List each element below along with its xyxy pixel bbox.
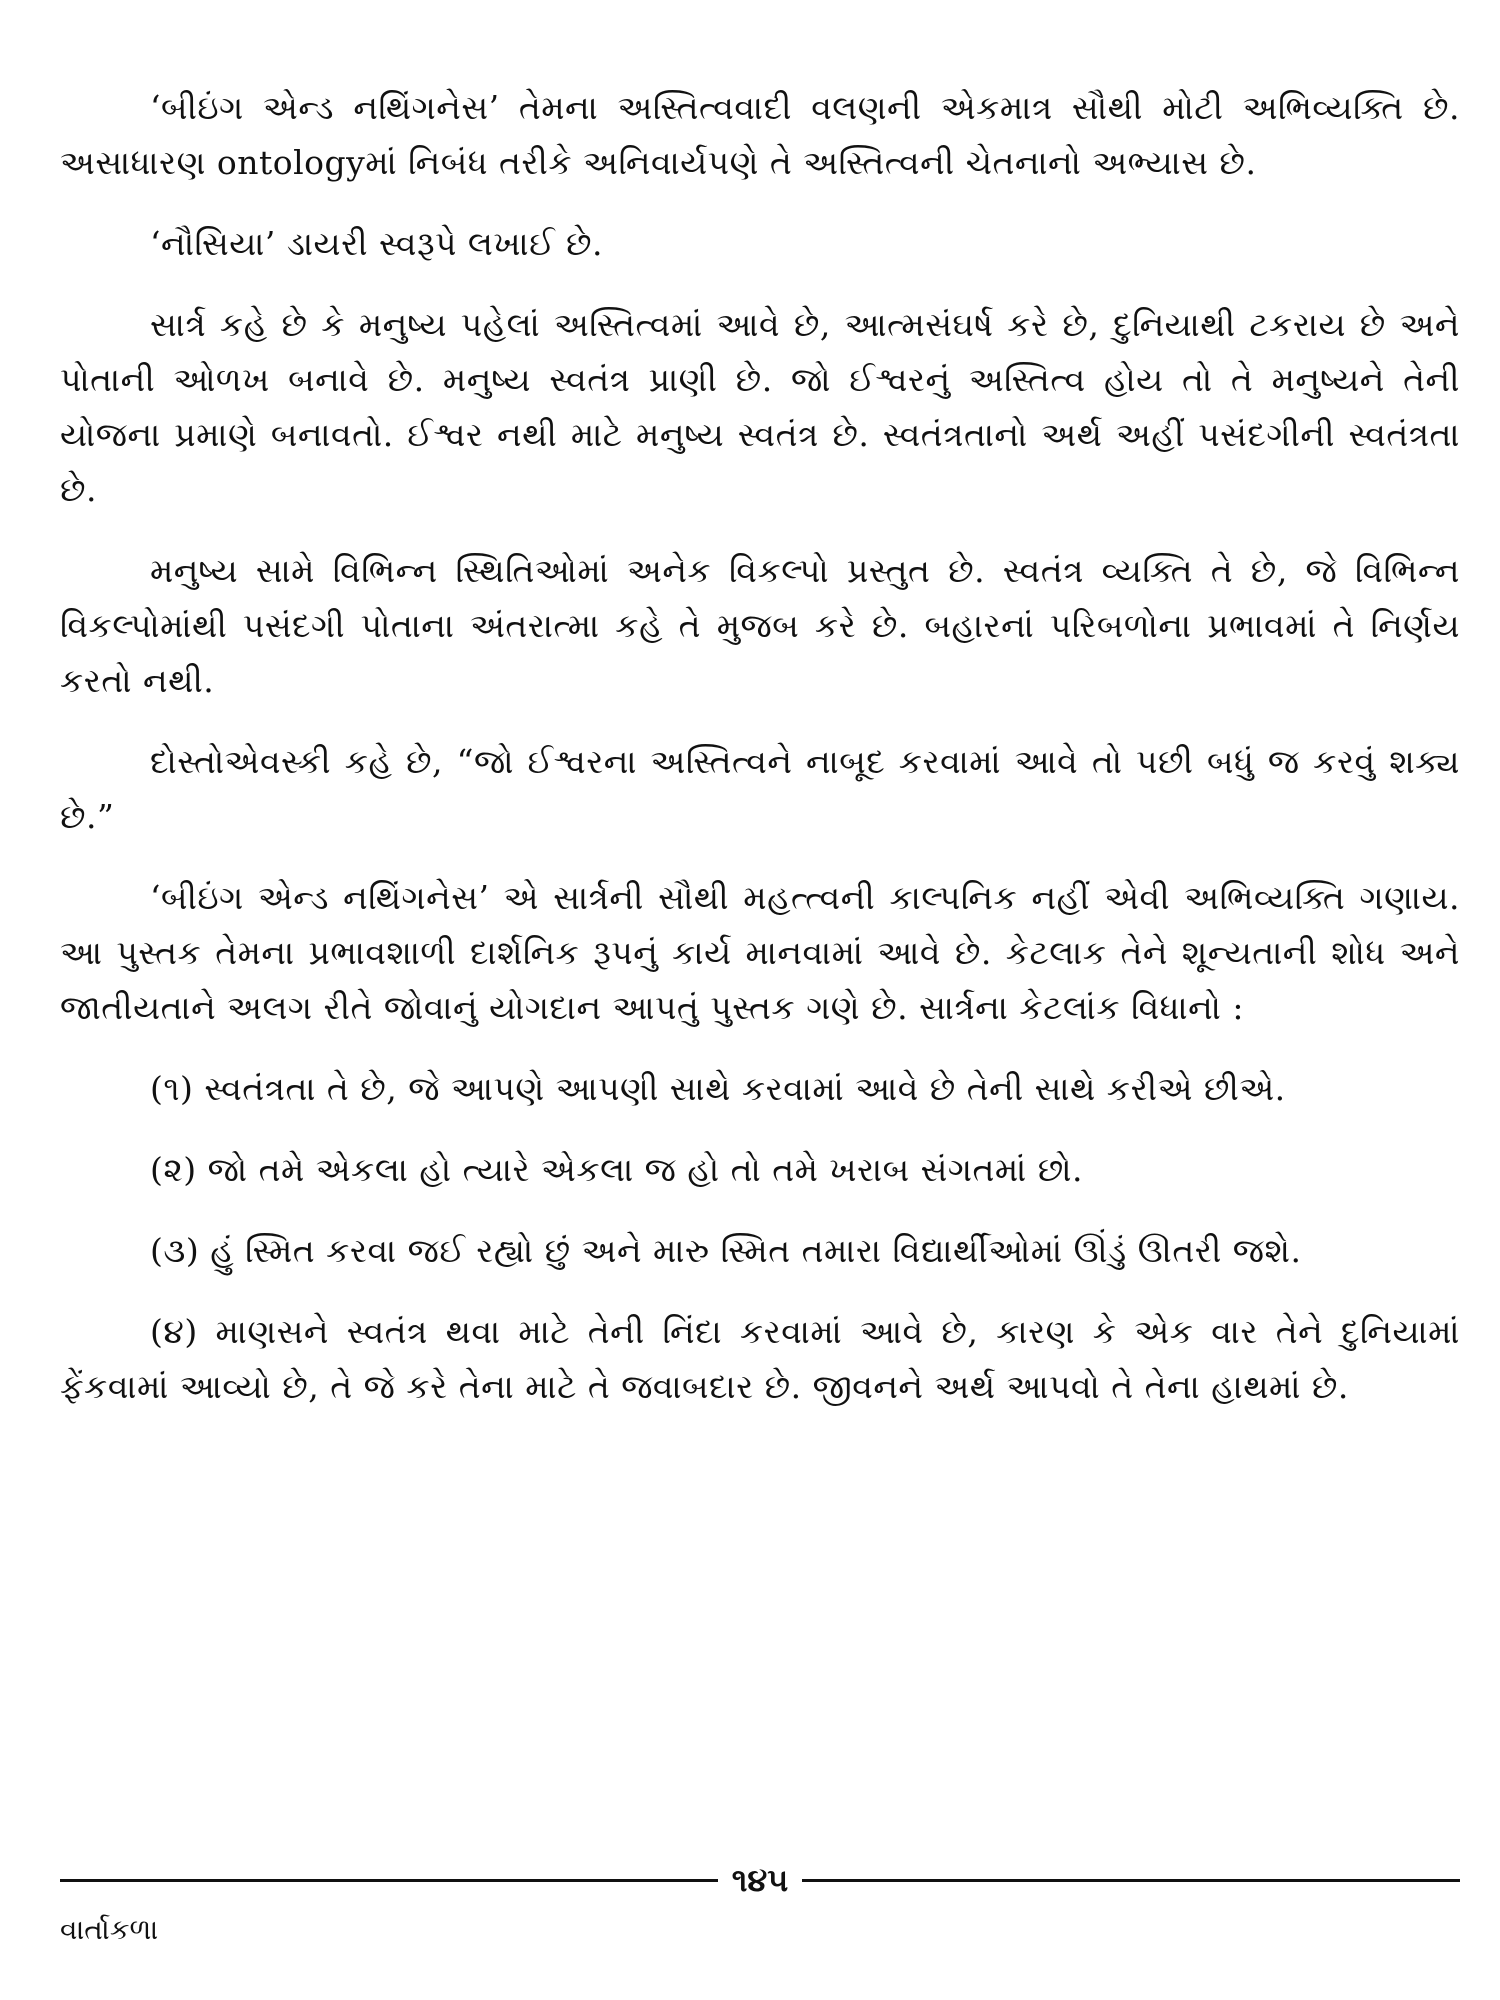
footer-rule-left xyxy=(60,1879,718,1882)
footer-rule-right xyxy=(802,1879,1460,1882)
paragraph-6: ‘બીઇંગ એન્ડ નથિંગનેસ’ એ સાર્ત્રની સૌથી મહત્ત્વની કાલ્પનિક નહીં એવી અભિવ્યક્તિ ગણાય. આ પુસ્તક તેમના પ્રભાવશાળી દાર્શનિક રૂપનું કાર્ય માનવામાં આવે છે. કેટલાક તેને શૂન્યતાની શોધ અને જાતીયતાને અલગ રીતે જોવાનું યોગદાન આપતું પુસ્તક ગણે છે. સાર્ત્રના કેટલાંક વિધાનો : xyxy=(60,878,1460,1027)
page-footer xyxy=(60,1860,1460,1948)
page-body xyxy=(60,80,1460,1440)
paragraph-3: સાર્ત્ર કહે છે કે મનુષ્ય પહેલાં અસ્તિત્વમાં આવે છે, આત્મસંઘર્ષ કરે છે, દુનિયાથી ટકરાય છે અને પોતાની ઓળખ બનાવે છે. મનુષ્ય સ્વતંત્ર પ્રાણી છે. જો ઈશ્વરનું અસ્તિત્વ હોય તો તે મનુષ્યને તેની યોજના પ્રમાણે બનાવતો. ઈશ્વર નથી માટે મનુષ્ય સ્વતંત્ર છે. સ્વતંત્રતાનો અર્થ અહીં પસંદગીની સ્વતંત્રતા છે. xyxy=(60,305,1461,509)
quote-item-2: (૨) જો તમે એકલા હો ત્યારે એકલા જ હો તો તમે ખરાબ સંગતમાં છો. xyxy=(150,1150,1083,1189)
book-title: વાર્તાકળા xyxy=(60,1913,159,1946)
quote-item-1: (૧) સ્વતંત્રતા તે છે, જે આપણે આપણી સાથે કરવામાં આવે છે તેની સાથે કરીએ છીએ. xyxy=(150,1069,1286,1108)
paragraph-2: ‘નૌસિયા’ ડાયરી સ્વરૂપે લખાઈ છે. xyxy=(150,224,604,263)
paragraph-5: દોસ્તોએવસ્કી કહે છે, “જો ઈશ્વરના અસ્તિત્વને નાબૂદ કરવામાં આવે તો પછી બધું જ કરવું શક્ય છે.” xyxy=(60,742,1460,836)
footer-rule-row xyxy=(60,1860,1460,1900)
page-number: ૧૪૫ xyxy=(731,1861,789,1899)
paragraph-1: ‘બીઇંગ એન્ડ નથિંગનેસ’ તેમના અસ્તિત્વવાદી વલણની એકમાત્ર સૌથી મોટી અભિવ્યક્તિ છે. અસાધારણ ontologyમાં નિબંધ તરીકે અનિવાર્યપણે તે અસ્તિત્વની ચેતનાનો અભ્યાસ છે. xyxy=(60,88,1460,182)
paragraph-4: મનુષ્ય સામે વિભિન્ન સ્થિતિઓમાં અનેક વિકલ્પો પ્રસ્તુત છે. સ્વતંત્ર વ્યક્તિ તે છે, જે વિભિન્ન વિકલ્પોમાંથી પસંદગી પોતાના અંતરાત્મા કહે તે મુજબ કરે છે. બહારનાં પરિબળોના પ્રભાવમાં તે નિર્ણય કરતો નથી. xyxy=(60,551,1460,700)
quote-item-3: (૩) હું સ્મિત કરવા જઈ રહ્યો છું અને મારુ સ્મિત તમારા વિદ્યાર્થીઓમાં ઊંડું ઊતરી જશે. xyxy=(150,1231,1302,1270)
quote-item-4: (૪) માણસને સ્વતંત્ર થવા માટે તેની નિંદા કરવામાં આવે છે, કારણ કે એક વાર તેને દુનિયામાં ફેંકવામાં આવ્યો છે, તે જે કરે તેના માટે તે જવાબદાર છે. જીવનને અર્થ આપવો તે તેના હાથમાં છે. xyxy=(60,1312,1460,1406)
